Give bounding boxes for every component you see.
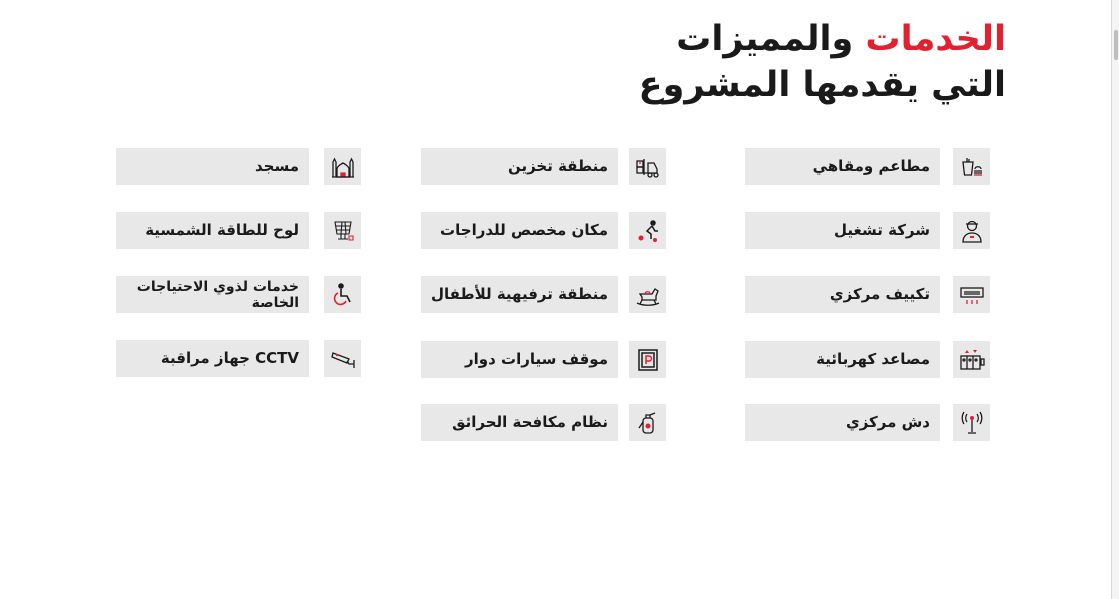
feature-item xyxy=(745,341,990,378)
feature-label: دش مركزي xyxy=(845,413,930,431)
feature-label: لوح للطاقة الشمسية xyxy=(145,221,299,239)
feature-label: CCTV جهاز مراقبة xyxy=(160,349,299,367)
feature-label: نظام مكافحة الحرائق xyxy=(452,413,608,431)
feature-item xyxy=(421,212,666,249)
feature-label: مطاعم ومقاهي xyxy=(812,157,930,175)
feature-item xyxy=(745,404,990,441)
air-conditioner-icon xyxy=(953,276,990,313)
feature-label: مكان مخصص للدراجات xyxy=(440,221,608,239)
feature-item xyxy=(421,404,666,441)
scrollbar[interactable] xyxy=(1111,0,1119,599)
feature-label: خدمات لذوي الاحتياجات الخاصة xyxy=(136,278,299,311)
feature-label-box xyxy=(116,148,309,185)
bicycle-icon xyxy=(629,212,666,249)
feature-label-box xyxy=(116,276,309,313)
feature-label: موقف سيارات دوار xyxy=(465,350,608,368)
parking-icon xyxy=(629,341,666,378)
feature-label-box xyxy=(116,212,309,249)
feature-item xyxy=(745,276,990,313)
rocking-horse-icon xyxy=(629,276,666,313)
title-rest: والمميزات xyxy=(676,19,854,59)
feature-label: مصاعد كهربائية xyxy=(816,350,930,368)
feature-item xyxy=(116,340,361,377)
feature-label-box xyxy=(421,212,618,249)
feature-label-box xyxy=(745,341,940,378)
title-accent: الخدمات xyxy=(865,19,1006,59)
feature-label-box xyxy=(421,404,618,441)
cctv-camera-icon xyxy=(324,340,361,377)
feature-item xyxy=(421,341,666,378)
feature-label: منطقة ترفيهية للأطفال xyxy=(431,285,608,303)
operator-person-icon xyxy=(953,212,990,249)
feature-label-box xyxy=(745,404,940,441)
feature-item xyxy=(745,148,990,185)
feature-label: تكييف مركزي xyxy=(829,285,930,303)
feature-item xyxy=(116,148,361,185)
restaurant-cafe-icon xyxy=(953,148,990,185)
feature-label-box xyxy=(745,212,940,249)
page-title xyxy=(639,16,1006,108)
forklift-storage-icon xyxy=(629,148,666,185)
elevator-icon xyxy=(953,341,990,378)
feature-item xyxy=(421,276,666,313)
feature-label-box xyxy=(421,341,618,378)
feature-label: شركة تشغيل xyxy=(834,221,930,239)
feature-label: مسجد xyxy=(254,157,299,175)
feature-item xyxy=(116,276,361,313)
feature-label-box xyxy=(421,148,618,185)
satellite-antenna-icon xyxy=(953,404,990,441)
wheelchair-icon xyxy=(324,276,361,313)
feature-label-box xyxy=(116,340,309,377)
feature-label-box xyxy=(745,148,940,185)
mosque-icon xyxy=(324,148,361,185)
feature-item xyxy=(745,212,990,249)
feature-label-box xyxy=(745,276,940,313)
feature-label: منطقة تخزين xyxy=(507,157,608,175)
feature-item xyxy=(116,212,361,249)
scrollbar-thumb[interactable] xyxy=(1114,30,1118,60)
solar-panel-icon xyxy=(324,212,361,249)
feature-item xyxy=(421,148,666,185)
page-subtitle: التي يقدمها المشروع xyxy=(638,65,1006,105)
fire-extinguisher-icon xyxy=(629,404,666,441)
feature-label-box xyxy=(421,276,618,313)
